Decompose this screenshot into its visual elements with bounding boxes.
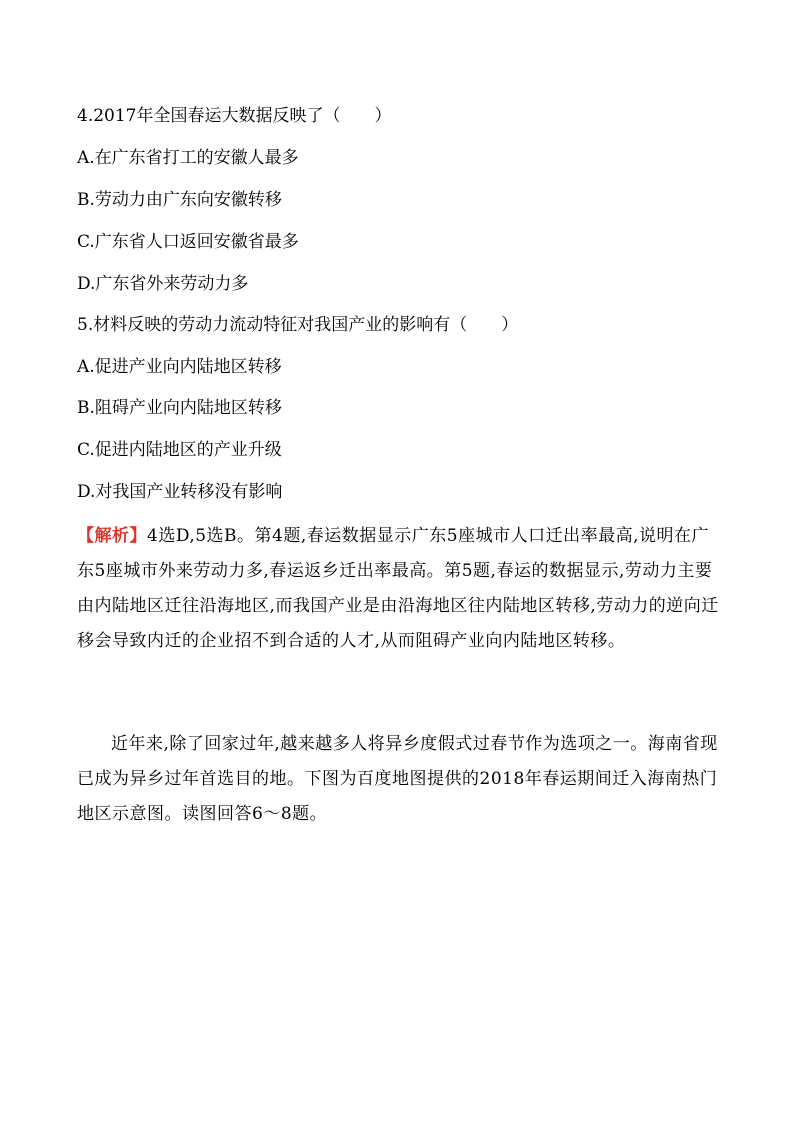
analysis-text: 4选D,5选B。第4题,春运数据显示广东5座城市人口迁出率最高,说明在广东5座城市外来劳动力多,春运返乡迁出率最高。第5题,春运的数据显示,劳动力主要由内陆地区迁往沿海地区,而我国产业是由沿海地区往内陆地区转移,劳动力的逆向迁移会导致内迁的企业招不到合适的人才,从而阻碍产业向内陆地区转移。 <box>77 526 719 651</box>
question-5-option-c: C.促进内陆地区的产业升级 <box>77 440 282 460</box>
question-4-option-d: D.广东省外来劳动力多 <box>77 274 249 294</box>
question-4-option-a: A.在广东省打工的安徽人最多 <box>77 148 299 168</box>
question-5-option-b: B.阻碍产业向内陆地区转移 <box>77 398 282 418</box>
analysis-paragraph <box>77 519 719 659</box>
analysis-tag: 【解析】 <box>77 526 147 546</box>
question-4-option-c: C.广东省人口返回安徽省最多 <box>77 232 299 252</box>
question-5-option-d: D.对我国产业转移没有影响 <box>77 482 283 502</box>
question-4-stem: 4.2017年全国春运大数据反映了（ ） <box>77 106 392 126</box>
question-5-option-a: A.促进产业向内陆地区转移 <box>77 357 282 377</box>
question-4-option-b: B.劳动力由广东向安徽转移 <box>77 190 282 210</box>
question-5-stem: 5.材料反映的劳动力流动特征对我国产业的影响有（ ） <box>77 315 519 335</box>
material-intro-paragraph: 近年来,除了回家过年,越来越多人将异乡度假式过春节作为选项之一。海南省现已成为异乡过年首选目的地。下图为百度地图提供的2018年春运期间迁入海南热门地区示意图。读图回答6～8题。 <box>77 734 718 824</box>
